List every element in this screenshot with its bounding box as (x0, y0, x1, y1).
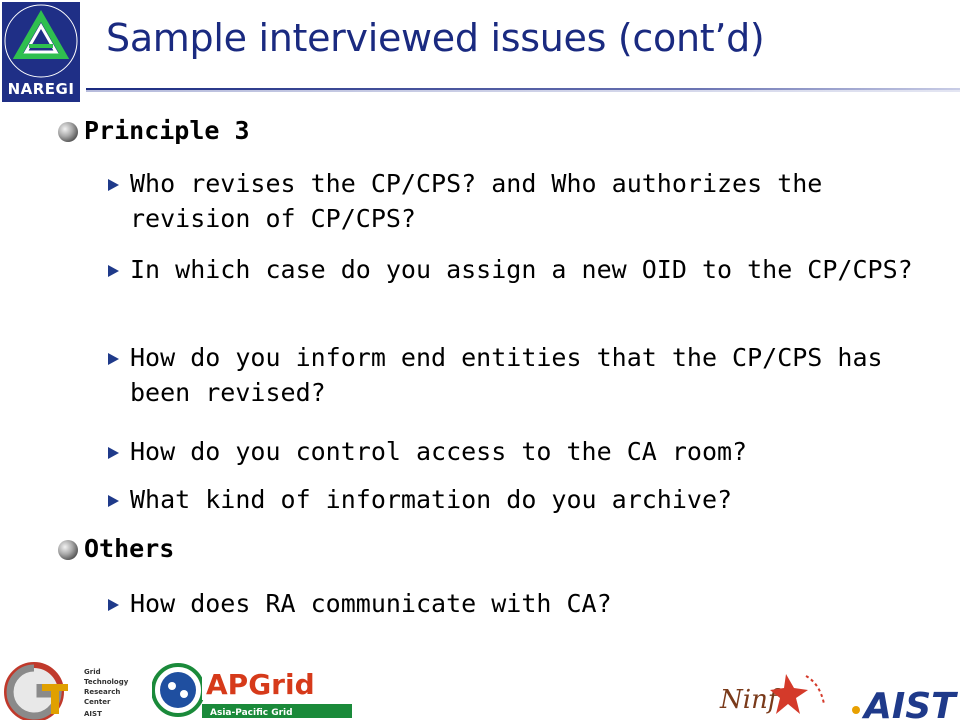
gtrc-line-2: Technology (84, 678, 129, 686)
arrow-bullet-icon (108, 599, 119, 611)
logo-wordmark: NAREGI (7, 80, 75, 98)
list-item-text: In which case do you assign a new OID to the CP/CPS? (130, 255, 913, 284)
arrow-bullet-icon (108, 447, 119, 459)
naregi-logo (2, 2, 80, 102)
list-item (108, 434, 928, 469)
apgrid-caption: Asia-Pacific Grid (210, 708, 293, 718)
ninf-wordmark: Ninf (720, 685, 778, 715)
section-heading-text: Principle 3 (84, 116, 250, 145)
list-item-text: What kind of information do you archive? (130, 485, 733, 514)
aist-logo (848, 676, 960, 720)
gtrc-line-5: AIST (84, 710, 102, 718)
arrow-bullet-icon (108, 495, 119, 507)
slide-title: Sample interviewed issues (cont’d) (106, 16, 765, 60)
sphere-bullet-icon (58, 122, 78, 142)
list-item-text: How does RA communicate with CA? (130, 589, 612, 618)
sphere-bullet-icon (58, 540, 78, 560)
title-divider (86, 88, 960, 92)
list-item (108, 252, 928, 287)
list-item (108, 586, 928, 621)
list-item-text: Who revises the CP/CPS? and Who authorizes the revision of CP/CPS? (130, 169, 838, 233)
apgrid-logo (152, 660, 354, 720)
list-item (108, 166, 928, 236)
list-item (108, 340, 928, 410)
gtrc-line-1: Grid (84, 668, 101, 676)
aist-wordmark: AIST (864, 686, 956, 720)
arrow-bullet-icon (108, 265, 119, 277)
section-heading-text: Others (84, 534, 175, 563)
list-item (108, 482, 928, 517)
gtrc-line-3: Research (84, 688, 121, 696)
list-item-text: How do you control access to the CA room? (130, 437, 748, 466)
ninf-logo (716, 664, 834, 720)
naregi-emblem-icon (2, 2, 80, 80)
arrow-bullet-icon (108, 179, 119, 191)
arrow-bullet-icon (108, 353, 119, 365)
gtrc-logo (0, 654, 150, 720)
apgrid-wordmark: APGrid (206, 668, 315, 701)
list-item-text: How do you inform end entities that the CP/CPS has been revised? (130, 343, 898, 407)
gtrc-line-4: Center (84, 698, 111, 706)
